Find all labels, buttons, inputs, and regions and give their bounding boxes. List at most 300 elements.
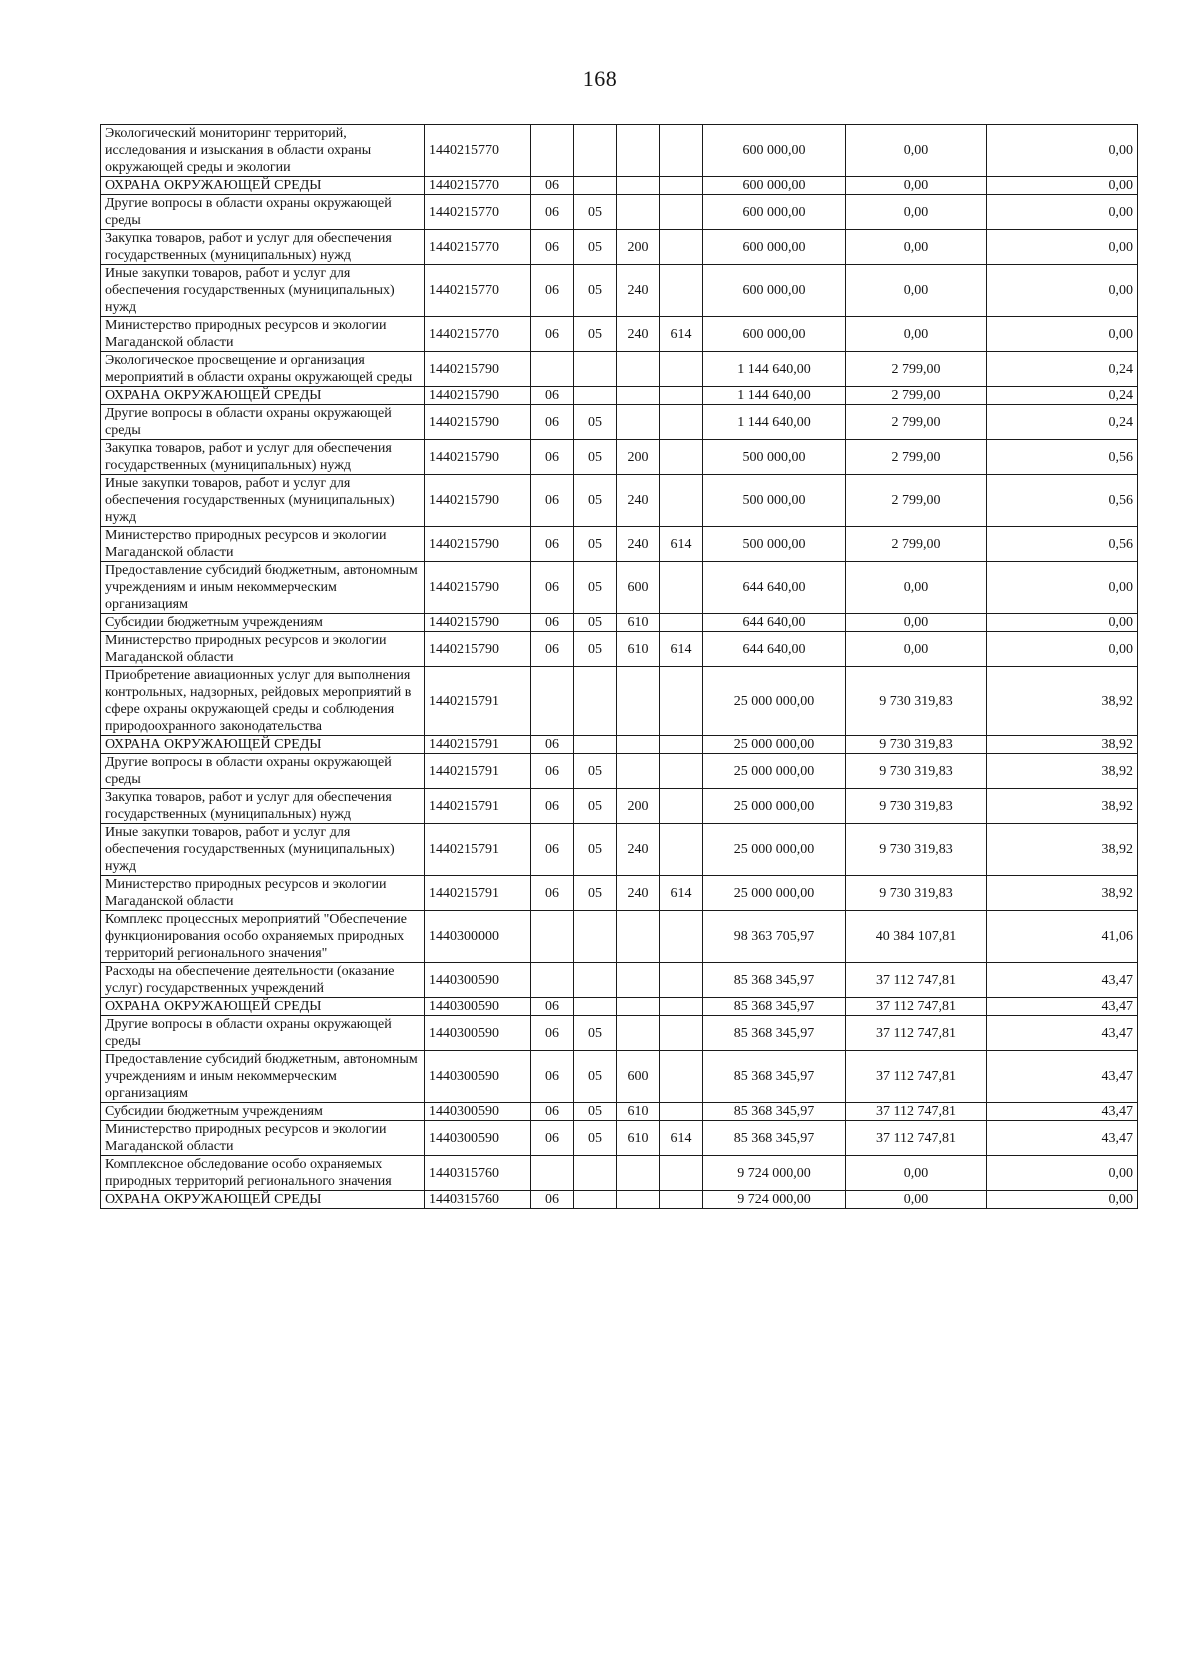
cell-plan-amount: 600 000,00 [703,265,846,317]
cell-expense-type [617,405,660,440]
cell-section: 06 [531,405,574,440]
cell-administrator [660,1191,703,1209]
cell-target-code: 1440215791 [425,667,531,736]
cell-percent: 43,47 [987,963,1138,998]
cell-target-code: 1440215790 [425,527,531,562]
cell-actual-amount: 9 730 319,83 [846,736,987,754]
cell-name: ОХРАНА ОКРУЖАЮЩЕЙ СРЕДЫ [101,998,425,1016]
cell-percent: 43,47 [987,1016,1138,1051]
cell-percent: 0,24 [987,352,1138,387]
cell-percent: 0,00 [987,632,1138,667]
cell-actual-amount: 0,00 [846,1191,987,1209]
table-row [101,230,1138,265]
cell-plan-amount: 644 640,00 [703,632,846,667]
cell-actual-amount: 2 799,00 [846,440,987,475]
cell-percent: 0,24 [987,405,1138,440]
cell-target-code: 1440215791 [425,789,531,824]
cell-name: Министерство природных ресурсов и экологии Магаданской области [101,876,425,911]
cell-plan-amount: 85 368 345,97 [703,998,846,1016]
table-row [101,352,1138,387]
cell-administrator [660,963,703,998]
table-row [101,1051,1138,1103]
cell-subsection: 05 [574,1103,617,1121]
cell-subsection [574,911,617,963]
cell-expense-type: 240 [617,824,660,876]
cell-percent: 0,00 [987,125,1138,177]
cell-actual-amount: 0,00 [846,265,987,317]
cell-administrator [660,440,703,475]
cell-target-code: 1440215790 [425,562,531,614]
cell-subsection: 05 [574,876,617,911]
cell-section: 06 [531,527,574,562]
cell-section [531,911,574,963]
cell-section: 06 [531,998,574,1016]
cell-plan-amount: 644 640,00 [703,614,846,632]
cell-subsection: 05 [574,824,617,876]
cell-section: 06 [531,440,574,475]
cell-name: Предоставление субсидий бюджетным, автономным учреждениям и иным некоммерческим организациям [101,1051,425,1103]
cell-actual-amount: 9 730 319,83 [846,754,987,789]
cell-subsection: 05 [574,614,617,632]
cell-administrator [660,352,703,387]
cell-target-code: 1440215791 [425,736,531,754]
cell-section [531,125,574,177]
cell-target-code: 1440300590 [425,1051,531,1103]
cell-name: Экологический мониторинг территорий, исследования и изыскания в области охраны окружающей среды и экологии [101,125,425,177]
cell-actual-amount: 37 112 747,81 [846,1103,987,1121]
cell-plan-amount: 600 000,00 [703,195,846,230]
cell-administrator [660,405,703,440]
cell-administrator [660,754,703,789]
cell-section: 06 [531,1051,574,1103]
cell-actual-amount: 37 112 747,81 [846,1016,987,1051]
cell-percent: 0,00 [987,562,1138,614]
cell-name: Другие вопросы в области охраны окружающей среды [101,1016,425,1051]
cell-plan-amount: 25 000 000,00 [703,824,846,876]
cell-target-code: 1440215770 [425,230,531,265]
cell-administrator [660,1016,703,1051]
cell-percent: 0,00 [987,265,1138,317]
cell-expense-type: 240 [617,265,660,317]
cell-section: 06 [531,1103,574,1121]
cell-administrator [660,998,703,1016]
cell-expense-type [617,352,660,387]
cell-administrator [660,789,703,824]
cell-expense-type [617,1016,660,1051]
cell-name: Субсидии бюджетным учреждениям [101,1103,425,1121]
cell-expense-type [617,754,660,789]
cell-section: 06 [531,1191,574,1209]
cell-administrator: 614 [660,317,703,352]
cell-plan-amount: 85 368 345,97 [703,1103,846,1121]
cell-name: Комплексное обследование особо охраняемых природных территорий регионального значения [101,1156,425,1191]
cell-actual-amount: 37 112 747,81 [846,1051,987,1103]
cell-name: Комплекс процессных мероприятий "Обеспечение функционирования особо охраняемых природных территорий регионального значения" [101,911,425,963]
cell-expense-type [617,736,660,754]
cell-subsection: 05 [574,1121,617,1156]
cell-target-code: 1440215791 [425,824,531,876]
cell-actual-amount: 2 799,00 [846,352,987,387]
cell-name: ОХРАНА ОКРУЖАЮЩЕЙ СРЕДЫ [101,736,425,754]
cell-section: 06 [531,317,574,352]
cell-expense-type: 610 [617,614,660,632]
table-row [101,265,1138,317]
cell-percent: 38,92 [987,789,1138,824]
cell-plan-amount: 85 368 345,97 [703,1051,846,1103]
cell-target-code: 1440215770 [425,177,531,195]
cell-administrator [660,614,703,632]
cell-subsection: 05 [574,754,617,789]
cell-percent: 0,00 [987,230,1138,265]
cell-expense-type: 240 [617,475,660,527]
cell-target-code: 1440315760 [425,1191,531,1209]
cell-expense-type: 600 [617,1051,660,1103]
cell-name: Министерство природных ресурсов и экологии Магаданской области [101,527,425,562]
cell-plan-amount: 9 724 000,00 [703,1191,846,1209]
cell-plan-amount: 98 363 705,97 [703,911,846,963]
table-row [101,1103,1138,1121]
cell-actual-amount: 2 799,00 [846,405,987,440]
cell-expense-type: 200 [617,789,660,824]
cell-name: Иные закупки товаров, работ и услуг для обеспечения государственных (муниципальных) нужд [101,824,425,876]
cell-subsection: 05 [574,317,617,352]
cell-percent: 38,92 [987,736,1138,754]
cell-subsection: 05 [574,1016,617,1051]
cell-target-code: 1440215790 [425,352,531,387]
cell-subsection: 05 [574,632,617,667]
cell-actual-amount: 37 112 747,81 [846,1121,987,1156]
cell-expense-type [617,667,660,736]
cell-section: 06 [531,876,574,911]
cell-plan-amount: 644 640,00 [703,562,846,614]
cell-administrator [660,562,703,614]
cell-target-code: 1440300590 [425,1121,531,1156]
cell-administrator [660,265,703,317]
cell-actual-amount: 0,00 [846,177,987,195]
table-row [101,736,1138,754]
cell-name: Иные закупки товаров, работ и услуг для обеспечения государственных (муниципальных) нужд [101,265,425,317]
table-row [101,387,1138,405]
cell-percent: 0,24 [987,387,1138,405]
cell-subsection [574,736,617,754]
cell-percent: 38,92 [987,876,1138,911]
cell-section: 06 [531,754,574,789]
cell-plan-amount: 600 000,00 [703,230,846,265]
cell-plan-amount: 500 000,00 [703,527,846,562]
table-row [101,1121,1138,1156]
table-row [101,317,1138,352]
cell-target-code: 1440215770 [425,195,531,230]
budget-execution-table [100,124,1138,1209]
cell-expense-type [617,911,660,963]
cell-subsection [574,998,617,1016]
cell-subsection [574,963,617,998]
cell-administrator [660,177,703,195]
cell-section: 06 [531,632,574,667]
cell-percent: 0,00 [987,1191,1138,1209]
cell-actual-amount: 0,00 [846,632,987,667]
cell-section [531,667,574,736]
cell-target-code: 1440215790 [425,387,531,405]
cell-plan-amount: 500 000,00 [703,440,846,475]
cell-expense-type [617,195,660,230]
cell-name: Другие вопросы в области охраны окружающей среды [101,195,425,230]
cell-section: 06 [531,789,574,824]
cell-expense-type: 240 [617,317,660,352]
cell-section [531,1156,574,1191]
cell-target-code: 1440300590 [425,998,531,1016]
cell-plan-amount: 9 724 000,00 [703,1156,846,1191]
cell-subsection [574,352,617,387]
table-row [101,632,1138,667]
cell-expense-type: 240 [617,876,660,911]
cell-actual-amount: 37 112 747,81 [846,998,987,1016]
cell-administrator [660,387,703,405]
cell-administrator: 614 [660,1121,703,1156]
cell-name: Предоставление субсидий бюджетным, автономным учреждениям и иным некоммерческим организациям [101,562,425,614]
table-row [101,667,1138,736]
cell-percent: 0,00 [987,614,1138,632]
table-row [101,963,1138,998]
cell-actual-amount: 0,00 [846,562,987,614]
cell-name: Экологическое просвещение и организация мероприятий в области охраны окружающей среды [101,352,425,387]
cell-actual-amount: 0,00 [846,614,987,632]
cell-administrator [660,736,703,754]
cell-target-code: 1440215770 [425,265,531,317]
cell-target-code: 1440315760 [425,1156,531,1191]
cell-subsection [574,667,617,736]
cell-target-code: 1440215791 [425,754,531,789]
cell-name: Другие вопросы в области охраны окружающей среды [101,405,425,440]
cell-percent: 43,47 [987,998,1138,1016]
cell-actual-amount: 0,00 [846,195,987,230]
cell-administrator: 614 [660,527,703,562]
cell-section: 06 [531,824,574,876]
cell-expense-type [617,177,660,195]
cell-plan-amount: 85 368 345,97 [703,1121,846,1156]
cell-percent: 43,47 [987,1051,1138,1103]
cell-expense-type [617,1191,660,1209]
cell-percent: 0,00 [987,177,1138,195]
cell-subsection [574,387,617,405]
cell-administrator: 614 [660,632,703,667]
cell-section: 06 [531,1121,574,1156]
cell-actual-amount: 2 799,00 [846,475,987,527]
table-row [101,876,1138,911]
table-row [101,195,1138,230]
cell-actual-amount: 9 730 319,83 [846,876,987,911]
cell-administrator [660,667,703,736]
cell-plan-amount: 500 000,00 [703,475,846,527]
cell-actual-amount: 0,00 [846,317,987,352]
cell-name: Закупка товаров, работ и услуг для обеспечения государственных (муниципальных) нужд [101,440,425,475]
cell-plan-amount: 25 000 000,00 [703,736,846,754]
table-row [101,405,1138,440]
cell-name: ОХРАНА ОКРУЖАЮЩЕЙ СРЕДЫ [101,1191,425,1209]
cell-section: 06 [531,562,574,614]
cell-administrator [660,1051,703,1103]
cell-administrator [660,125,703,177]
cell-section: 06 [531,475,574,527]
cell-plan-amount: 1 144 640,00 [703,387,846,405]
cell-percent: 0,56 [987,475,1138,527]
cell-subsection: 05 [574,195,617,230]
cell-expense-type: 600 [617,562,660,614]
cell-section: 06 [531,614,574,632]
cell-subsection: 05 [574,475,617,527]
cell-subsection: 05 [574,230,617,265]
cell-percent: 41,06 [987,911,1138,963]
table-row [101,1156,1138,1191]
cell-percent: 38,92 [987,824,1138,876]
cell-expense-type: 200 [617,230,660,265]
cell-target-code: 1440300590 [425,1103,531,1121]
cell-target-code: 1440215790 [425,632,531,667]
cell-percent: 0,00 [987,195,1138,230]
cell-plan-amount: 600 000,00 [703,125,846,177]
cell-name: Иные закупки товаров, работ и услуг для обеспечения государственных (муниципальных) нужд [101,475,425,527]
cell-administrator [660,824,703,876]
cell-name: Расходы на обеспечение деятельности (оказание услуг) государственных учреждений [101,963,425,998]
cell-actual-amount: 37 112 747,81 [846,963,987,998]
cell-name: Субсидии бюджетным учреждениям [101,614,425,632]
cell-section: 06 [531,177,574,195]
cell-subsection: 05 [574,405,617,440]
cell-section [531,352,574,387]
table-row [101,527,1138,562]
cell-actual-amount: 9 730 319,83 [846,667,987,736]
cell-percent: 0,56 [987,527,1138,562]
table-row [101,562,1138,614]
cell-expense-type: 610 [617,1121,660,1156]
cell-name: Министерство природных ресурсов и экологии Магаданской области [101,1121,425,1156]
cell-actual-amount: 9 730 319,83 [846,824,987,876]
cell-plan-amount: 25 000 000,00 [703,876,846,911]
cell-subsection: 05 [574,789,617,824]
cell-target-code: 1440215770 [425,125,531,177]
cell-plan-amount: 1 144 640,00 [703,405,846,440]
table-row [101,998,1138,1016]
table-row [101,1016,1138,1051]
page-number: 168 [582,66,618,91]
cell-subsection: 05 [574,265,617,317]
cell-name: Министерство природных ресурсов и экологии Магаданской области [101,632,425,667]
cell-expense-type: 240 [617,527,660,562]
cell-target-code: 1440215790 [425,614,531,632]
cell-expense-type [617,125,660,177]
cell-target-code: 1440300590 [425,1016,531,1051]
cell-plan-amount: 85 368 345,97 [703,963,846,998]
table-row [101,824,1138,876]
cell-subsection: 05 [574,440,617,475]
cell-name: Закупка товаров, работ и услуг для обеспечения государственных (муниципальных) нужд [101,789,425,824]
cell-percent: 0,00 [987,317,1138,352]
cell-percent: 38,92 [987,754,1138,789]
cell-name: ОХРАНА ОКРУЖАЮЩЕЙ СРЕДЫ [101,177,425,195]
cell-administrator [660,1103,703,1121]
cell-plan-amount: 600 000,00 [703,317,846,352]
cell-section: 06 [531,1016,574,1051]
cell-actual-amount: 2 799,00 [846,527,987,562]
cell-subsection [574,1191,617,1209]
cell-subsection [574,125,617,177]
cell-subsection: 05 [574,527,617,562]
cell-subsection: 05 [574,1051,617,1103]
cell-target-code: 1440300590 [425,963,531,998]
cell-section [531,963,574,998]
cell-plan-amount: 1 144 640,00 [703,352,846,387]
cell-target-code: 1440215790 [425,405,531,440]
cell-expense-type [617,387,660,405]
table-row [101,754,1138,789]
cell-actual-amount: 0,00 [846,230,987,265]
cell-section: 06 [531,195,574,230]
cell-percent: 43,47 [987,1103,1138,1121]
cell-name: Приобретение авиационных услуг для выполнения контрольных, надзорных, рейдовых мероприятий в сфере охраны окружающей среды и соблюдения природоохранного законодательства [101,667,425,736]
cell-percent: 0,00 [987,1156,1138,1191]
cell-actual-amount: 0,00 [846,1156,987,1191]
cell-expense-type: 200 [617,440,660,475]
cell-plan-amount: 25 000 000,00 [703,789,846,824]
cell-plan-amount: 25 000 000,00 [703,754,846,789]
cell-name: ОХРАНА ОКРУЖАЮЩЕЙ СРЕДЫ [101,387,425,405]
table-row [101,911,1138,963]
table-row [101,475,1138,527]
cell-actual-amount: 9 730 319,83 [846,789,987,824]
cell-administrator [660,911,703,963]
table-row [101,177,1138,195]
cell-expense-type [617,998,660,1016]
cell-administrator [660,230,703,265]
cell-expense-type [617,1156,660,1191]
table-row [101,440,1138,475]
cell-percent: 0,56 [987,440,1138,475]
cell-administrator [660,195,703,230]
cell-percent: 38,92 [987,667,1138,736]
cell-name: Министерство природных ресурсов и экологии Магаданской области [101,317,425,352]
table-row [101,1191,1138,1209]
cell-target-code: 1440215790 [425,440,531,475]
cell-percent: 43,47 [987,1121,1138,1156]
cell-section: 06 [531,736,574,754]
cell-section: 06 [531,387,574,405]
cell-actual-amount: 40 384 107,81 [846,911,987,963]
cell-plan-amount: 85 368 345,97 [703,1016,846,1051]
cell-subsection: 05 [574,562,617,614]
table-row [101,614,1138,632]
cell-target-code: 1440215790 [425,475,531,527]
cell-actual-amount: 2 799,00 [846,387,987,405]
cell-administrator [660,1156,703,1191]
cell-name: Закупка товаров, работ и услуг для обеспечения государственных (муниципальных) нужд [101,230,425,265]
cell-expense-type: 610 [617,1103,660,1121]
table-body [101,125,1138,1209]
cell-expense-type [617,963,660,998]
table-row [101,125,1138,177]
cell-administrator: 614 [660,876,703,911]
cell-expense-type: 610 [617,632,660,667]
cell-section: 06 [531,265,574,317]
cell-plan-amount: 25 000 000,00 [703,667,846,736]
cell-subsection [574,177,617,195]
cell-plan-amount: 600 000,00 [703,177,846,195]
table-row [101,789,1138,824]
cell-target-code: 1440215791 [425,876,531,911]
cell-target-code: 1440300000 [425,911,531,963]
cell-target-code: 1440215770 [425,317,531,352]
cell-subsection [574,1156,617,1191]
cell-section: 06 [531,230,574,265]
